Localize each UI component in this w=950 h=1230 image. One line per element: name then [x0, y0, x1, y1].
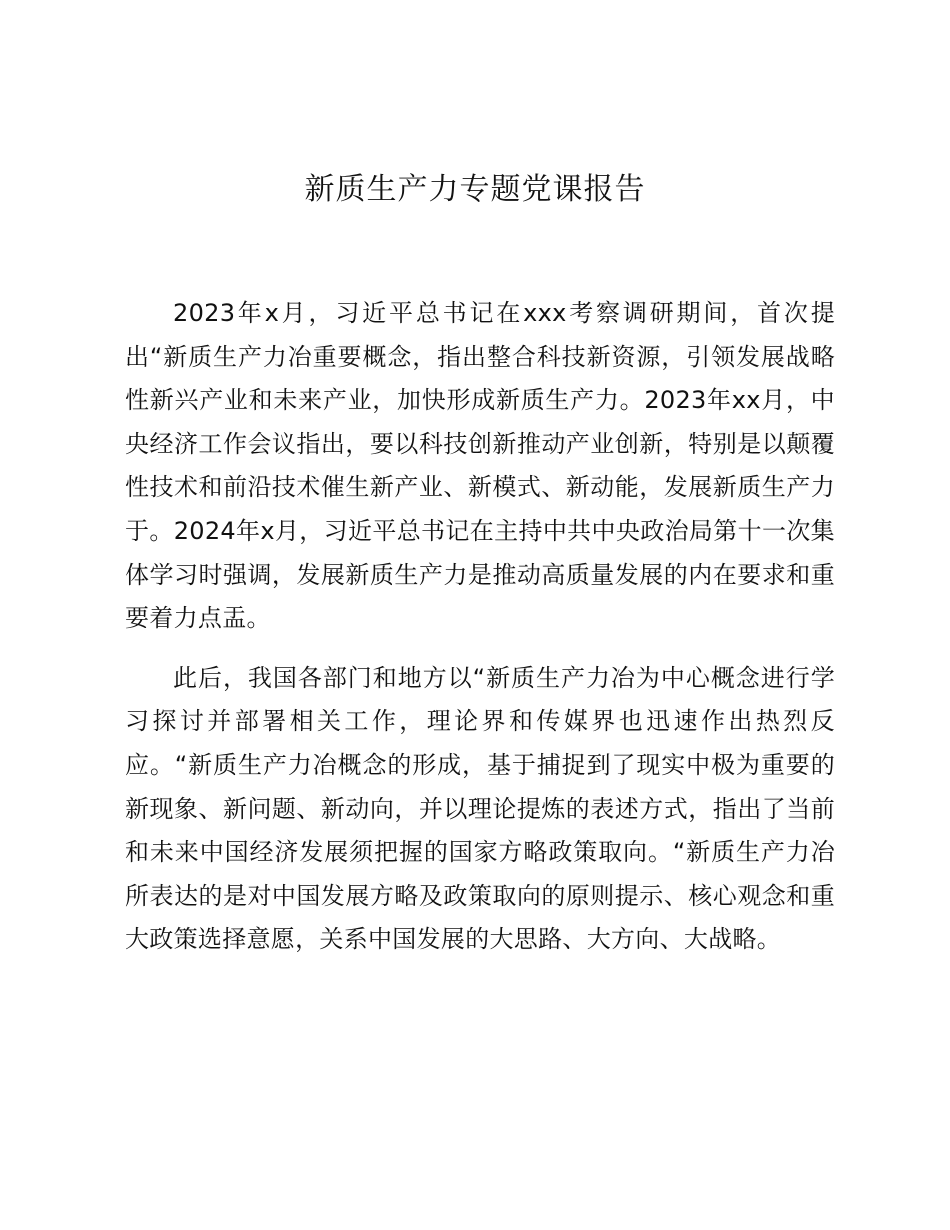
paragraph-2: 此后，我国各部门和地方以“新质生产力冶为中心概念进行学习探讨并部署相关工作，理论界和传媒界也迅速作出热烈反应。“新质生产力冶概念的形成，基于捕捉到了现实中极为重要的新现象、新问题、新动向，并以理论提炼的表述方式，指出了当前和未来中国经济发展须把握的国家方略政策取向。“新质生产力冶所表达的是对中国发展方略及政策取向的原则提示、核心观念和重大政策选择意愿，关系中国发展的大思路、大方向、大战略。	[125, 663, 835, 954]
paragraph-1: 2023年x月，习近平总书记在xxx考察调研期间，首次提出“新质生产力冶重要概念，指出整合科技新资源，引领发展战略性新兴产业和未来产业，加快形成新质生产力。2023年xx月，中央经济工作会议指出，要以科技创新推动产业创新，特别是以颠覆性技术和前沿技术催生新产业、新模式、新动能，发展新质生产力于。2024年x月，习近平总书记在主持中共中央政治局第十一次集体学习时强调，发展新质生产力是推动高质量发展的内在要求和重要着力点盂。	[125, 299, 835, 633]
document-body	[125, 292, 835, 978]
document-title: 新质生产力专题党课报告	[304, 172, 646, 207]
